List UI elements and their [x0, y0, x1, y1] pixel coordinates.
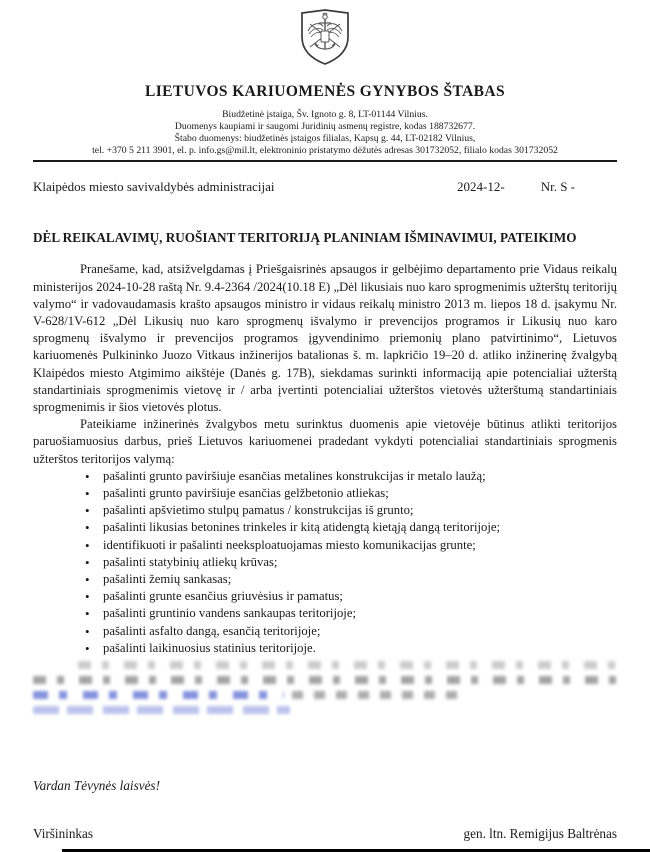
paragraph: Pranešame, kad, atsižvelgdamas į Priešgaisrinės apsaugos ir gelbėjimo departamento prie Vidaus reikalų ministerijos 2024-10-28 raštą Nr. 9.4-2364 /2024(10.18 E) „Dėl likusiais nuo karo sprogmenimis užterštų teritorijų valymo“ ir vadovaudamasis krašto apsaugos ministro ir vidaus reikalų ministro 2013 m. liepos 18 d. įsakymu Nr. V-628/1V-612 „Dėl Likusių nuo karo sprogmenų išvalymo ir prevencijos programos ir Likusių nuo karo sprogmenų išvalymo ir prevencijos programos įgyvendinimo priemonių plano patvirtinimo“, Lietuvos kariuomenės Pulkininko Juozo Vitkaus inžinerijos batalionas š. m. lapkričio 19–20 d. atliko inžinerinę žvalgybą Klaipėdos miesto Atgimimo aikštėje (Danės g. 17B), siekdamas surinkti informaciją apie potencialiai užterštą standartiniais sprogmenimis vietovę ir / arba įvertinti potencialiai užterštos vietovės užterštumą standartiniais sprogmenimis ir šios vietovės plotus. — [33, 262, 617, 414]
date-field: 2024-12- — [457, 179, 505, 195]
org-info-line: tel. +370 5 211 3901, el. p. info.gs@mil.lt, elektroninio pristatymo dėžutės adresas 301732052, filialo kodas 301732052 — [92, 145, 558, 157]
signer-title: Viršininkas — [33, 826, 94, 841]
requirement-item: • pašalinti žemių sankasas; — [85, 571, 617, 588]
redacted-link-line[interactable] — [33, 706, 290, 714]
redacted-phone-fragment — [292, 691, 461, 699]
header-divider — [33, 160, 617, 162]
redacted-email-link[interactable] — [33, 691, 284, 699]
closing-salutation: Vardan Tėvynės laisvės! — [33, 778, 160, 793]
org-info-line: Biudžetinė įstaiga, Šv. Ignoto g. 8, LT-01144 Vilnius. — [222, 109, 428, 120]
paragraph: Pateikiame inžinerinės žvalgybos metu surinktus duomenis apie vietovėje būtinus atlikti teritorijos paruošiamuosius darbus, prieš Lietuvos kariuomenei pradedant vykdyti potencialiai standartiniais sprogmenis užterštos teritorijos valymą: — [33, 417, 617, 466]
org-name: LIETUVOS KARIUOMENĖS GYNYBOS ŠTABAS — [144, 83, 506, 100]
addressee: Klaipėdos miesto savivaldybės administracijai — [33, 179, 275, 195]
meta-row — [33, 179, 617, 195]
requirement-item: • pašalinti laikinuosius statinius teritorijoje. — [85, 640, 617, 657]
requirement-item: • pašalinti gruntinio vandens sankaupas teritorijoje; — [85, 605, 617, 622]
body-text — [33, 261, 617, 657]
requirement-item: • pašalinti asfalto dangą, esančią teritorijoje; — [85, 623, 617, 640]
signature-row — [33, 826, 617, 842]
org-info-line: Duomenys kaupiami ir saugomi Juridinių asmenų registre, kodas 188732677. — [174, 121, 476, 133]
requirements-list — [33, 468, 617, 657]
signer-name: gen. ltn. Remigijus Baltrėnas — [463, 826, 617, 841]
requirement-item: • pašalinti apšvietimo stulpų pamatus / konstrukcijas iš grunto; — [85, 502, 617, 519]
coat-of-arms-icon — [33, 0, 617, 72]
redacted-line — [33, 676, 617, 684]
redacted-line — [33, 691, 617, 699]
requirement-item: • pašalinti grunte esančius griuvėsius ir pamatus; — [85, 588, 617, 605]
redacted-contact-block — [33, 661, 617, 714]
doc-number-field: Nr. S - — [540, 179, 575, 195]
redacted-line — [78, 661, 617, 669]
requirement-item: • pašalinti grunto paviršiuje esančias gelžbetonio atliekas; — [85, 485, 617, 502]
requirement-item: • pašalinti likusias betonines trinkeles ir kitą atidengtą kietąją dangą teritorijoje; — [85, 519, 617, 536]
requirement-item: • identifikuoti ir pašalinti neeksploatuojamas miesto komunikacijas grunte; — [85, 537, 617, 554]
org-info-block — [33, 109, 617, 157]
requirement-item: • pašalinti statybinių atliekų krūvas; — [85, 554, 617, 571]
subject-heading: DĖL REIKALAVIMŲ, RUOŠIANT TERITORIJĄ PLANINIAM IŠMINAVIMUI, PATEIKIMO — [33, 230, 577, 246]
requirement-item: • pašalinti grunto paviršiuje esančias metalines konstrukcijas ir metalo laužą; — [85, 468, 617, 485]
org-info-line: Štabo duomenys: biudžetinės įstaigos filialas, Kapsų g. 44, LT-02182 Vilnius, — [174, 133, 476, 145]
